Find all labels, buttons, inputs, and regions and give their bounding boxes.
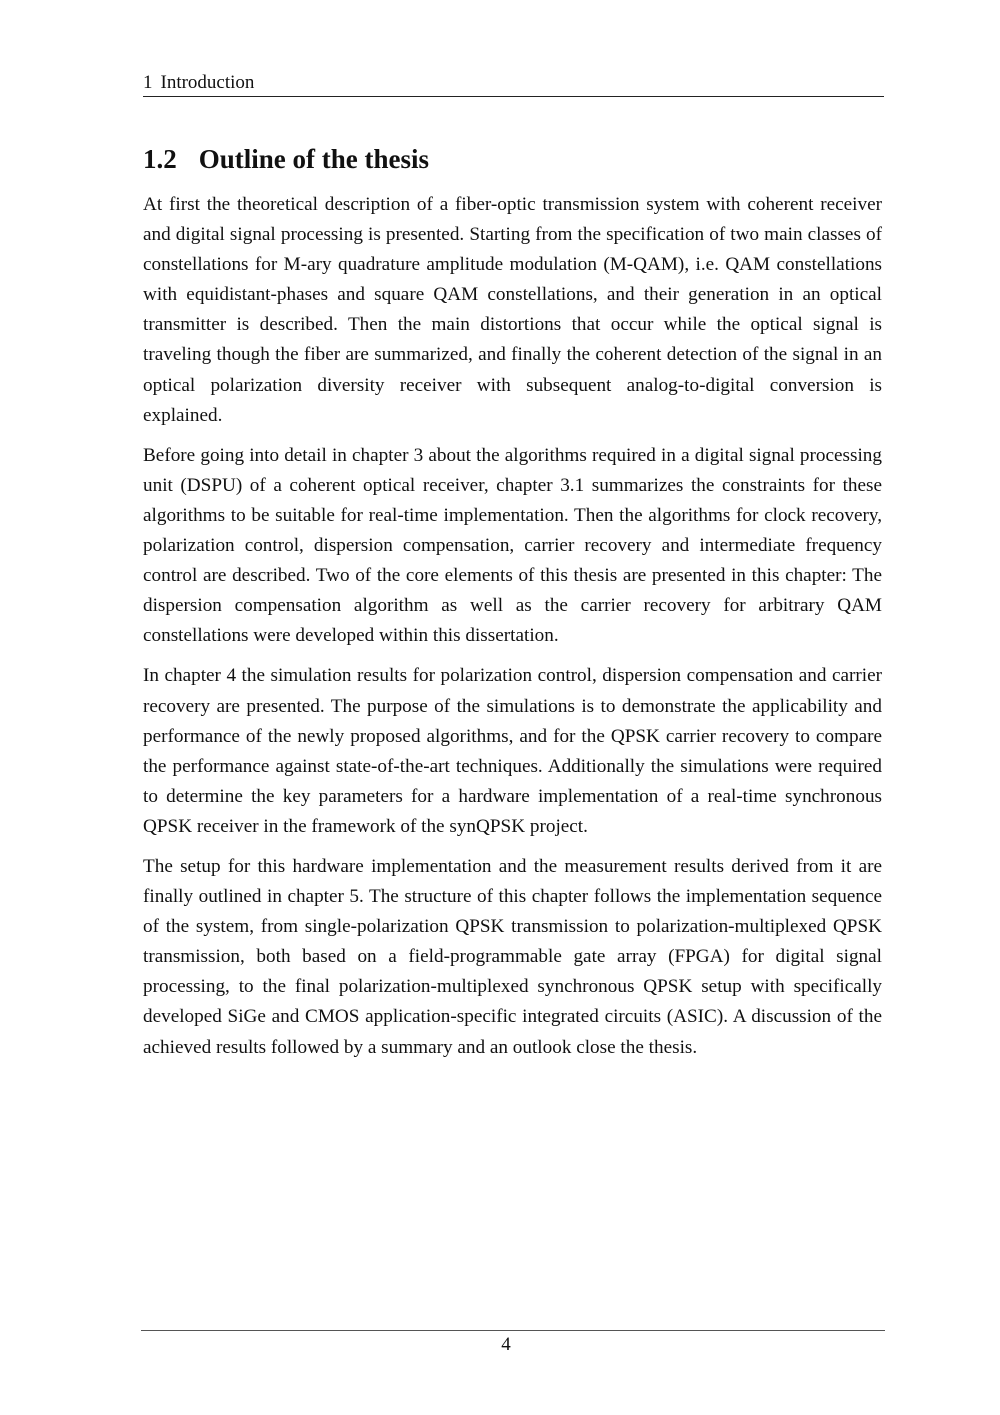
paragraph-4: The setup for this hardware implementation and the measurement results derived from it are finally outlined in chapter 5. The structure of this chapter follows the implementation sequence of the system, from single-polarization QPSK transmission to polarization-multiplexed QPSK transmission, both based on a field-programmable gate array (FPGA) for digital signal processing, to the final polarization-multiplexed synchronous QPSK setup with specifically developed SiGe and CMOS application-specific integrated circuits (ASIC). A discussion of the achieved results followed by a summary and an outlook close the thesis.: [143, 855, 882, 1058]
header-chapter-number: 1: [143, 72, 153, 93]
section-number: 1.2: [143, 144, 177, 174]
paragraph-2: Before going into detail in chapter 3 about the algorithms required in a digital signal processing unit (DSPU) of a coherent optical receiver, chapter 3.1 summarizes the constraints for these algorithms to be suitable for real-time implementation. Then the algorithms for clock recovery, polarization control, dispersion compensation, carrier recovery and intermediate frequency control are described. Two of the core elements of this thesis are presented in this chapter: The dispersion compensation algorithm as well as the carrier recovery for arbitrary QAM constellations were developed within this dissertation.: [143, 444, 882, 647]
section-title: Outline of the thesis: [198, 144, 430, 174]
section-heading: [143, 142, 429, 176]
running-header: [143, 72, 884, 97]
footer-rule: [141, 1330, 885, 1331]
paragraph-1: At first the theoretical description of a fiber-optic transmission system with coherent receiver and digital signal processing is presented. Starting from the specification of two main classes of constellations for M-ary quadrature amplitude modulation (M-QAM), i.e. QAM constellations with equidistant-phases and square QAM constellations, and their generation in an optical transmitter is described. Then the main distortions that occur while the optical signal is traveling though the fiber are summarized, and finally the coherent detection of the signal in an optical polarization diversity receiver with subsequent analog-to-digital conversion is explained.: [143, 194, 882, 426]
page-number: 4: [501, 1334, 511, 1355]
body-text: [143, 190, 882, 1073]
header-chapter-title: Introduction: [160, 72, 255, 93]
paragraph-3: In chapter 4 the simulation results for polarization control, dispersion compensation and carrier recovery are presented. The purpose of the simulations is to demonstrate the applicability and performance of the newly proposed algorithms, and for the QPSK carrier recovery to compare the performance against state-of-the-art techniques. Additionally the simulations were required to determine the key parameters for a hardware implementation of a real-time synchronous QPSK receiver in the framework of the synQPSK project.: [143, 665, 882, 837]
